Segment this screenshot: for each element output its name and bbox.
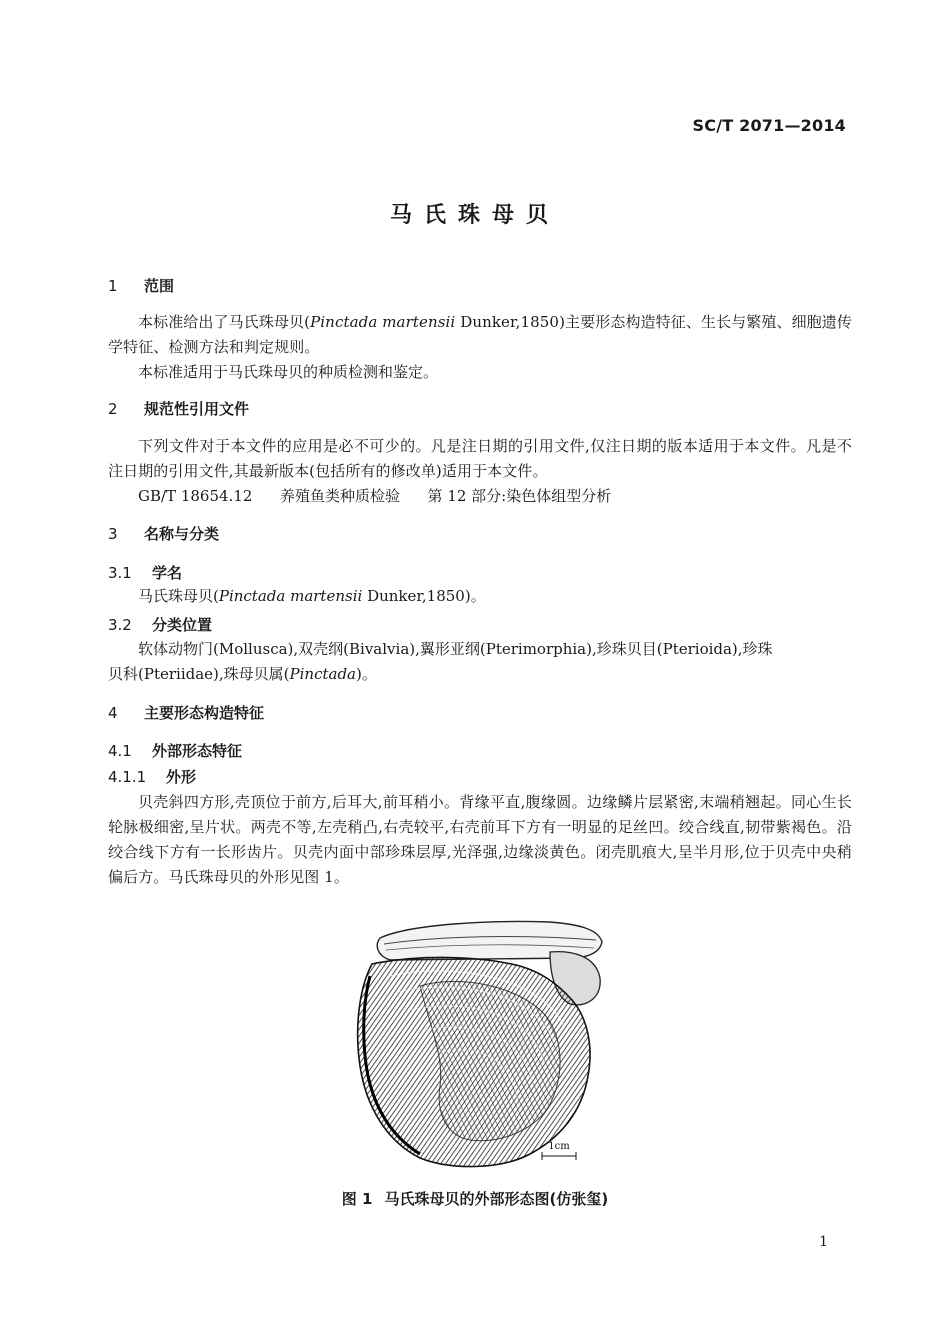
- standard-code: SC/T 2071—2014: [692, 116, 846, 135]
- section-title: 名称与分类: [144, 525, 220, 543]
- figure-caption: [0, 1188, 950, 1209]
- pearl-oyster-shell-illustration: [350, 916, 612, 1172]
- normative-reference: [138, 484, 611, 509]
- section-number: 4.1.1: [108, 768, 147, 786]
- section-title: 主要形态构造特征: [144, 704, 265, 722]
- text-part: Dunker,1850)。: [362, 587, 486, 605]
- italic-genus-name: Pinctada: [289, 665, 356, 683]
- external-shape-paragraph: 贝壳斜四方形,壳顶位于前方,后耳大,前耳稍小。背缘平直,腹缘圆。边缘鳞片层紧密,末端稍翘起。同心生长轮脉极细密,呈片状。两壳不等,左壳稍凸,右壳较平,右壳前耳下方有一明显的足丝凹。绞合线直,韧带紫褐色。沿绞合线下方有一长形齿片。贝壳内面中部珍珠层厚,光泽强,边缘淡黄色。闭壳肌痕大,呈半月形,位于贝壳中央稍偏后方。马氏珠母贝的外形见图 1。: [108, 793, 852, 886]
- section-number: 3.2: [108, 616, 132, 634]
- document-title: 马氏珠母贝: [389, 203, 560, 228]
- text-part: 贝科(Pteriidae),珠母贝属(: [108, 665, 290, 683]
- text-part: )。: [355, 665, 377, 683]
- section-title: 规范性引用文件: [144, 400, 250, 418]
- section-1-paragraph-1: 本标准给出了马氏珠母贝(Pinctada martensii Dunker,1850)主要形态构造特征、生长与繁殖、细胞遗传学特征、检测方法和判定规则。: [108, 313, 852, 356]
- section-title: 分类位置: [152, 616, 213, 634]
- section-title: 学名: [152, 564, 183, 582]
- section-4-heading: [108, 702, 264, 723]
- section-4-1-heading: [108, 740, 242, 761]
- section-number: 4.1: [108, 742, 132, 760]
- scientific-name-text: [138, 584, 486, 609]
- section-title: 范围: [144, 277, 175, 295]
- section-3-heading: [108, 523, 219, 544]
- section-3-2-heading: [108, 614, 212, 635]
- section-number: 1: [108, 277, 118, 295]
- page-number: 1: [819, 1234, 828, 1250]
- section-title: 外形: [166, 768, 197, 786]
- pearl-oyster-figure: [350, 916, 612, 1172]
- figure-title: 马氏珠母贝的外部形态图(仿张玺): [384, 1190, 609, 1208]
- section-number: 4: [108, 704, 118, 722]
- section-4-1-1-heading: [108, 766, 196, 787]
- section-1-heading: [108, 275, 174, 296]
- section-title: 外部形态特征: [152, 742, 243, 760]
- section-1-paragraph-2: 本标准适用于马氏珠母贝的种质检测和鉴定。: [138, 363, 439, 381]
- section-number: 3.1: [108, 564, 132, 582]
- reference-part: 第 12 部分:染色体组型分析: [427, 487, 612, 505]
- scale-bar-label: 1cm: [548, 1141, 570, 1152]
- figure-label: 图 1: [341, 1190, 373, 1208]
- section-number: 3: [108, 525, 118, 543]
- section-number: 2: [108, 400, 118, 418]
- section-2-heading: [108, 398, 249, 419]
- classification-line-2: [108, 662, 377, 687]
- text-part: 马氏珠母贝(: [138, 587, 219, 605]
- classification-line-1: 软体动物门(Mollusca),双壳纲(Bivalvia),翼形亚纲(Pterimorphia),珍珠贝目(Pterioida),珍珠: [138, 640, 773, 658]
- reference-code: GB/T 18654.12: [138, 487, 253, 505]
- italic-species-name: Pinctada martensii: [218, 587, 363, 605]
- section-3-1-heading: [108, 562, 182, 583]
- reference-title: 养殖鱼类种质检验: [279, 487, 400, 505]
- section-2-paragraph-1: 下列文件对于本文件的应用是必不可少的。凡是注日期的引用文件,仅注日期的版本适用于本文件。凡是不注日期的引用文件,其最新版本(包括所有的修改单)适用于本文件。: [108, 437, 852, 480]
